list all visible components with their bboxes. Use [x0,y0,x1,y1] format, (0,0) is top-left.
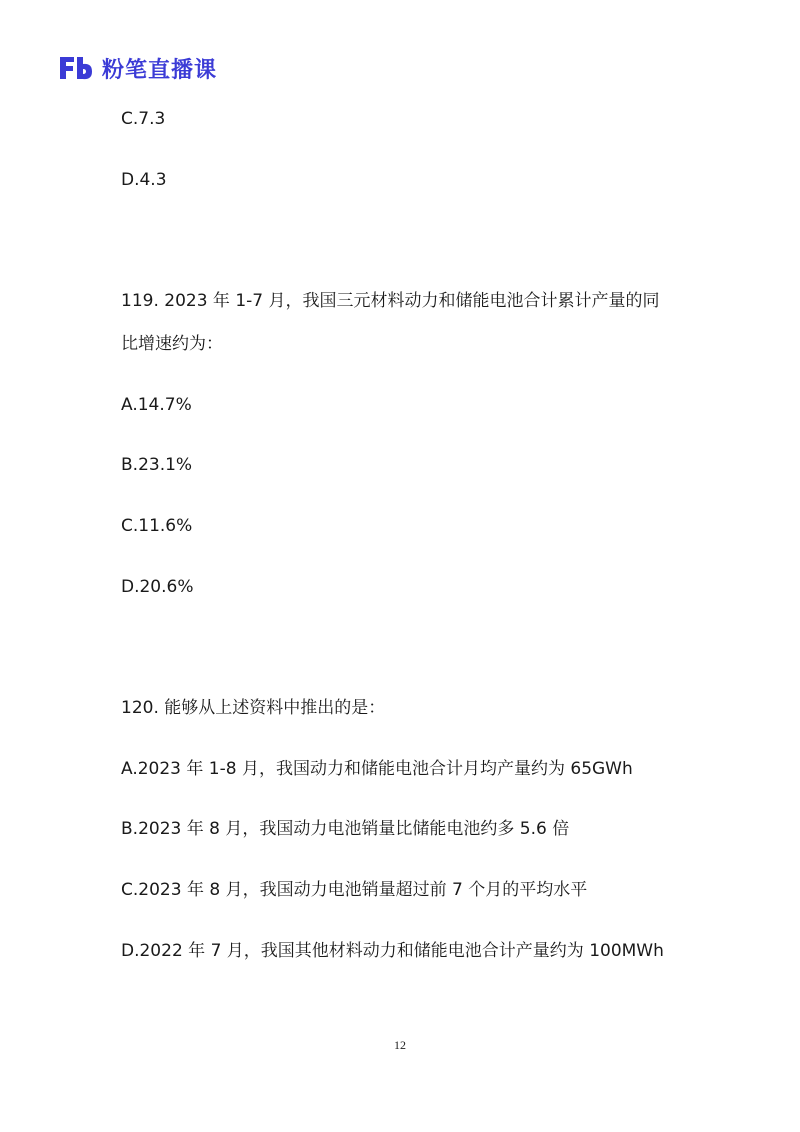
brand-name: 粉笔直播课 [102,57,218,83]
q118-option-d: D.4.3 [121,170,167,190]
q118-option-c: C.7.3 [121,109,166,129]
q120-option-c: C.2023 年 8 月，我国动力电池销量超过前 7 个月的平均水平 [121,880,588,900]
q120-option-d: D.2022 年 7 月，我国其他材料动力和储能电池合计产量约为 100MWh [121,941,664,961]
q119-option-d: D.20.6% [121,577,194,597]
brand-logo [56,52,217,84]
page-number: 12 [394,1038,406,1052]
q119-option-a: A.14.7% [121,395,192,415]
q120-option-b: B.2023 年 8 月，我国动力电池销量比储能电池约多 5.6 倍 [121,819,570,839]
q119-option-c: C.11.6% [121,516,193,536]
q119-stem-line2: 比增速约为： [121,334,223,354]
q119-stem-line1: 119. 2023 年 1-7 月，我国三元材料动力和储能电池合计累计产量的同 [121,291,660,311]
q120-stem: 120. 能够从上述资料中推出的是： [121,698,386,718]
fenbi-logo-icon [56,53,96,83]
q120-option-a: A.2023 年 1-8 月，我国动力和储能电池合计月均产量约为 65GWh [121,759,633,779]
q119-option-b: B.23.1% [121,455,193,475]
